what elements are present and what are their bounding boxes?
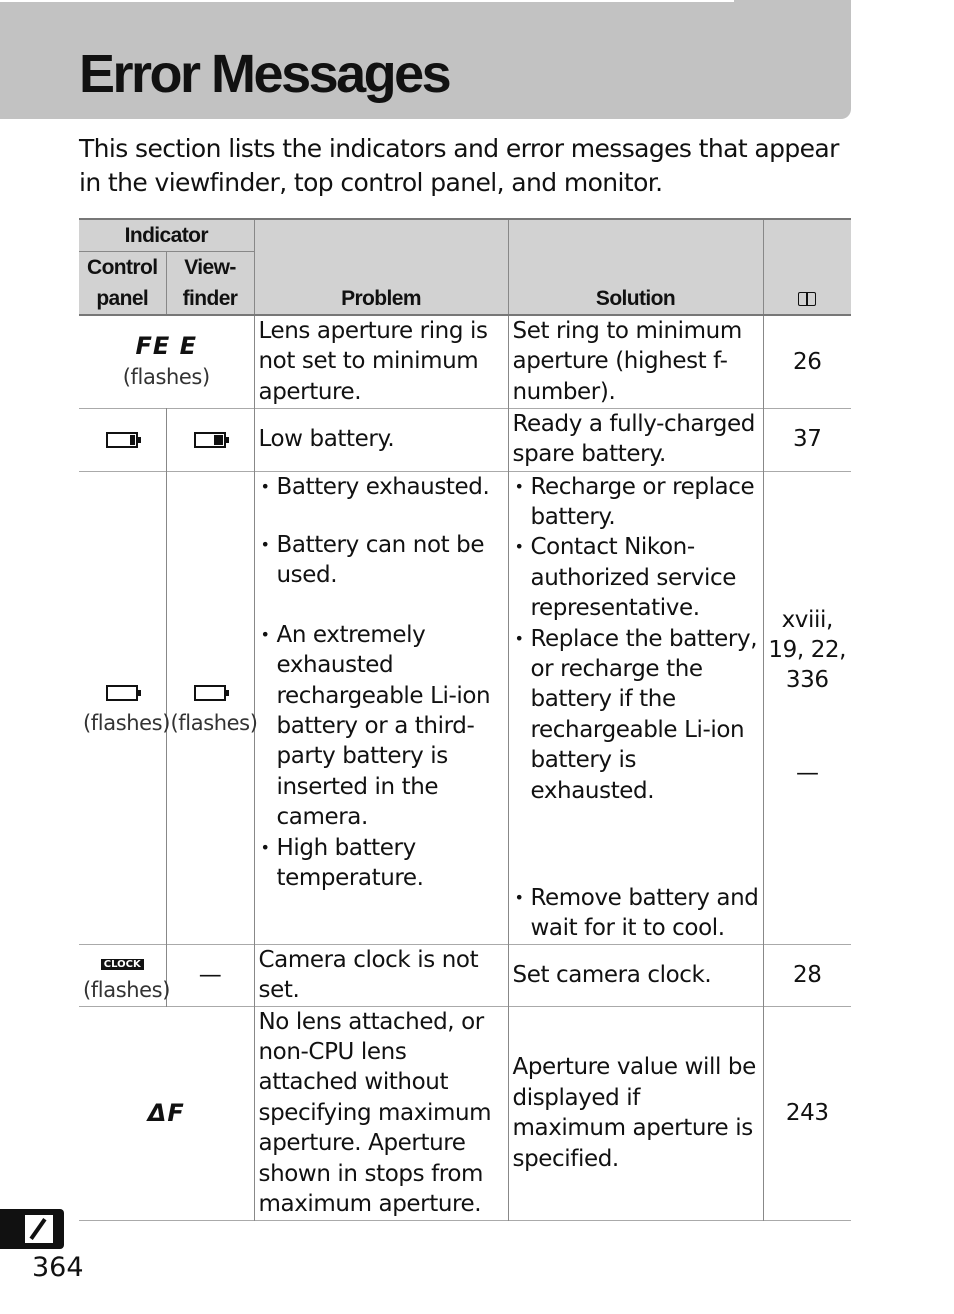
battery-empty-icon — [106, 685, 138, 701]
table-row — [79, 1006, 851, 1220]
solution-cell: Ready a fully-charged spare battery. — [508, 408, 763, 471]
flashes-note: (flashes) — [170, 710, 258, 735]
page-number: 364 — [32, 1252, 84, 1283]
problem-list — [259, 472, 504, 894]
page-ref: — — [795, 759, 819, 786]
page-ref-cell: 26 — [763, 315, 851, 408]
page-ref-cell: 37 — [763, 408, 851, 471]
indicator-cell — [79, 1006, 254, 1220]
indicator-cell — [79, 315, 254, 408]
solution-cell — [508, 471, 763, 944]
table-row — [79, 408, 851, 471]
control-panel-cell — [79, 944, 170, 1006]
header-indicator: Indicator — [79, 219, 254, 252]
table-row — [79, 944, 851, 1006]
viewfinder-cell — [166, 408, 254, 471]
flashes-note: (flashes) — [83, 710, 170, 735]
book-icon — [798, 292, 816, 306]
battery-low-icon — [106, 432, 138, 448]
list-item: • Replace the battery, or recharge the battery if the rechargeable Li-ion battery is exhausted. — [513, 624, 759, 806]
intro-text: This section lists the indicators and error messages that appear in the viewfinder, top control panel, and monitor. — [79, 134, 839, 197]
header-problem: Problem — [254, 219, 508, 315]
header-page-ref — [763, 219, 851, 315]
battery-low-icon — [194, 432, 226, 448]
table-row — [79, 471, 851, 944]
problem-cell: Low battery. — [254, 408, 508, 471]
flashes-note: (flashes) — [83, 978, 170, 1003]
page-ref: xviii, 19, 22, 336 — [768, 606, 847, 694]
section-tab-icon — [0, 1209, 64, 1249]
solution-cell: Set ring to minimum aperture (highest f-number). — [508, 315, 763, 408]
page-ref-cell: 243 — [763, 1006, 851, 1220]
list-item: • An extremely exhausted rechargeable Li-ion battery or a third-party battery is inserted in the camera. — [259, 620, 504, 833]
error-messages-table — [79, 218, 851, 1221]
header-control-panel: Control panel — [79, 252, 166, 316]
solution-cell: Set camera clock. — [508, 944, 763, 1006]
control-panel-cell — [79, 471, 170, 944]
list-item: • Remove battery and wait for it to cool. — [513, 883, 759, 944]
table-row — [79, 315, 851, 408]
list-item: • Battery exhausted. — [259, 472, 504, 502]
viewfinder-cell: — — [166, 944, 254, 1006]
page-title: Error Messages — [79, 44, 450, 104]
no-lens-indicator: ΔF — [147, 1098, 185, 1127]
problem-cell: Camera clock is not set. — [254, 944, 508, 1006]
list-item: • Contact Nikon-authorized service representative. — [513, 532, 759, 623]
header-viewfinder: View- finder — [166, 252, 254, 316]
list-item: • High battery temperature. — [259, 833, 504, 894]
problem-cell — [254, 471, 508, 944]
list-item: • Battery can not be used. — [259, 530, 504, 591]
clock-icon: CLOCK — [101, 959, 144, 970]
problem-cell: Lens aperture ring is not set to minimum aperture. — [254, 315, 508, 408]
flashes-note: (flashes) — [122, 364, 210, 389]
solution-list — [513, 472, 759, 944]
viewfinder-cell — [166, 471, 258, 944]
aperture-ring-indicator: FE E — [135, 332, 198, 361]
solution-cell: Aperture value will be displayed if maximum aperture is specified. — [508, 1006, 763, 1220]
list-item: • Recharge or replace battery. — [513, 472, 759, 533]
header-solution: Solution — [508, 219, 763, 315]
page-ref-cell: 28 — [763, 944, 851, 1006]
page-ref-cell — [763, 471, 851, 944]
battery-empty-icon — [194, 685, 226, 701]
problem-cell: No lens attached, or non-CPU lens attached without specifying maximum aperture. Aperture shown in stops from maximum aperture. — [254, 1006, 508, 1220]
control-panel-cell — [79, 408, 166, 471]
